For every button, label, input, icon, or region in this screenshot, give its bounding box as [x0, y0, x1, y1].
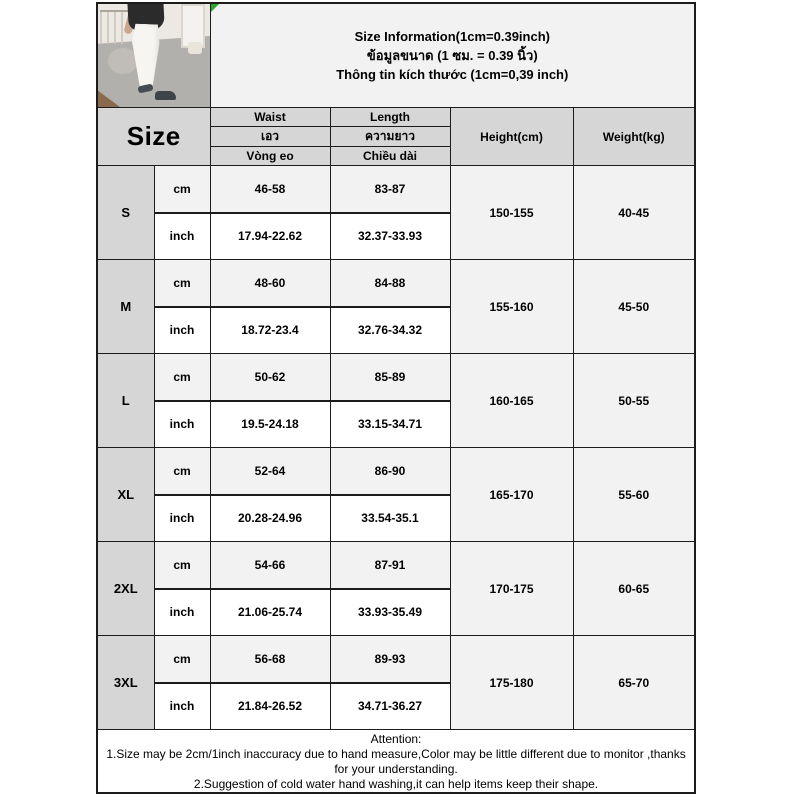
- height-value: 165-170: [450, 448, 573, 542]
- title-line-th: ข้อมูลขนาด (1 ซม. = 0.39 นิ้ว): [366, 48, 538, 63]
- photo-rug: [108, 48, 138, 74]
- header-waist-th: เอว: [210, 127, 330, 147]
- header-length-vi: Chiều dài: [330, 147, 450, 166]
- length-cm-value: 89-93: [330, 636, 450, 683]
- length-inch-value: 32.37-33.93: [330, 213, 450, 260]
- waist-inch-value: 17.94-22.62: [210, 213, 330, 260]
- length-cm-value: 86-90: [330, 448, 450, 495]
- unit-label: inch: [154, 683, 210, 730]
- unit-label: cm: [154, 636, 210, 683]
- height-value: 160-165: [450, 354, 573, 448]
- header-length-en: Length: [330, 108, 450, 127]
- title-line-vi: Thông tin kích thước (1cm=0,39 inch): [336, 67, 569, 82]
- height-value: 150-155: [450, 166, 573, 260]
- header-waist-en: Waist: [210, 108, 330, 127]
- waist-inch-value: 19.5-24.18: [210, 401, 330, 448]
- length-cm-value: 83-87: [330, 166, 450, 213]
- header-weight: Weight(kg): [573, 108, 695, 166]
- unit-label: inch: [154, 495, 210, 542]
- height-value: 175-180: [450, 636, 573, 730]
- length-inch-value: 34.71-36.27: [330, 683, 450, 730]
- waist-cm-value: 46-58: [210, 166, 330, 213]
- header-length-th: ความยาว: [330, 127, 450, 147]
- length-inch-value: 32.76-34.32: [330, 307, 450, 354]
- height-value: 170-175: [450, 542, 573, 636]
- unit-label: cm: [154, 166, 210, 213]
- size-label: S: [97, 166, 154, 260]
- waist-cm-value: 48-60: [210, 260, 330, 307]
- height-value: 155-160: [450, 260, 573, 354]
- header-height: Height(cm): [450, 108, 573, 166]
- length-cm-value: 85-89: [330, 354, 450, 401]
- length-cm-value: 87-91: [330, 542, 450, 589]
- attention-heading: Attention:: [370, 732, 422, 746]
- product-photo: [97, 3, 210, 108]
- unit-label: cm: [154, 542, 210, 589]
- size-label: M: [97, 260, 154, 354]
- unit-label: cm: [154, 260, 210, 307]
- waist-cm-value: 56-68: [210, 636, 330, 683]
- size-label: XL: [97, 448, 154, 542]
- waist-cm-value: 54-66: [210, 542, 330, 589]
- weight-value: 40-45: [573, 166, 695, 260]
- waist-cm-value: 52-64: [210, 448, 330, 495]
- weight-value: 50-55: [573, 354, 695, 448]
- photo-shoe-icon: [155, 91, 176, 100]
- length-cm-value: 84-88: [330, 260, 450, 307]
- unit-label: cm: [154, 354, 210, 401]
- unit-label: cm: [154, 448, 210, 495]
- unit-label: inch: [154, 401, 210, 448]
- size-label: 2XL: [97, 542, 154, 636]
- header-size: Size: [97, 108, 210, 166]
- table-title: [210, 3, 695, 108]
- size-label: 3XL: [97, 636, 154, 730]
- attention-note: [97, 730, 695, 794]
- attention-note-1: 1.Size may be 2cm/1inch inaccuracy due to hand measure,Color may be little different due to monitor ,thanks for your understanding.: [106, 747, 686, 776]
- cell-corner-indicator-icon: [211, 4, 219, 12]
- size-chart-table: [96, 2, 696, 794]
- weight-value: 65-70: [573, 636, 695, 730]
- unit-label: inch: [154, 589, 210, 636]
- waist-cm-value: 50-62: [210, 354, 330, 401]
- length-inch-value: 33.93-35.49: [330, 589, 450, 636]
- length-inch-value: 33.15-34.71: [330, 401, 450, 448]
- weight-value: 55-60: [573, 448, 695, 542]
- photo-box: [188, 42, 202, 54]
- length-inch-value: 33.54-35.1: [330, 495, 450, 542]
- weight-value: 45-50: [573, 260, 695, 354]
- title-line-en: Size Information(1cm=0.39inch): [354, 29, 550, 44]
- header-waist-vi: Vòng eo: [210, 147, 330, 166]
- size-label: L: [97, 354, 154, 448]
- unit-label: inch: [154, 213, 210, 260]
- waist-inch-value: 21.84-26.52: [210, 683, 330, 730]
- unit-label: inch: [154, 307, 210, 354]
- waist-inch-value: 21.06-25.74: [210, 589, 330, 636]
- waist-inch-value: 18.72-23.4: [210, 307, 330, 354]
- attention-note-2: 2.Suggestion of cold water hand washing,it can help items keep their shape.: [193, 777, 599, 791]
- waist-inch-value: 20.28-24.96: [210, 495, 330, 542]
- weight-value: 60-65: [573, 542, 695, 636]
- product-photo-scene: [98, 4, 210, 107]
